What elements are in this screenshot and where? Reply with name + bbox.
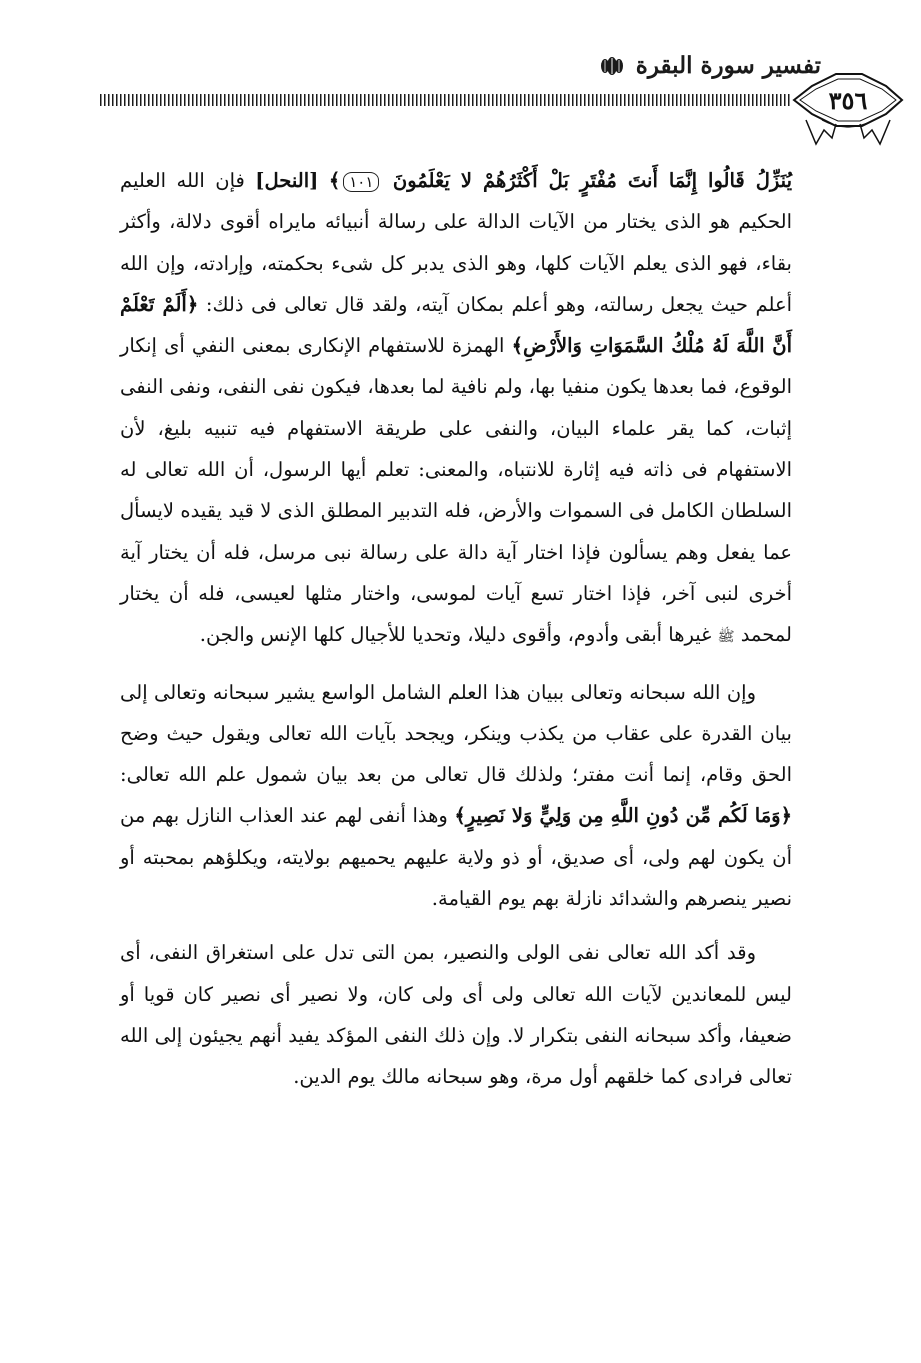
page-number: ٣٥٦ — [828, 86, 868, 115]
flower-ornament-icon — [598, 55, 626, 77]
sura-reference: [النحل] — [255, 169, 319, 192]
body-text — [120, 160, 792, 1098]
commentary-text: الهمزة للاستفهام الإنكارى بمعنى النفي أى إنكار الوقوع، فما بعدها يكون منفيا بها، ولم نافية لما بعدها، فيكون نفى النفى، ونفى النفى إثبات، كما يقر علماء البيان، والنفى على طريقة الاستفهام فيه تنبيه بليغ، لأن الاستفهام فى ذاته فيه إثارة للانتباه، والمعنى: تعلم أيها الرسول، أن الله تعالى له السلطان الكامل فى السموات والأرض، فله التدبير المطلق الذى لا قيد يقيده لايسأل عما يفعل وهم يسألون فإذا اختار آية دالة على رسالة نبى مرسل، فله أن يختار آية أخرى لنبى آخر، فإذا اختار تسع آيات لموسى، واختار مثلها لعيسى، فله أن يختار لمحمد — [120, 334, 792, 647]
ayah-number-marker: ١٠١ — [343, 172, 379, 192]
salutation-ligature: ﷺ — [717, 629, 735, 646]
paragraph-3 — [120, 932, 792, 1097]
commentary-text: وإن الله سبحانه وتعالى ببيان هذا العلم الشامل الواسع يشير سبحانه وتعالى إلى بيان القدرة على عقاب من يكذب وينكر، ويجحد بآيات الله تعالى ويقول حيث وضح الحق وقام، إنما أنت مفتر؛ ولذلك قال تعالى من بعد بيان شمول علم الله تعالى: — [120, 680, 792, 787]
verse-close-bracket: ﴾ — [328, 169, 341, 192]
running-head — [598, 52, 821, 79]
quran-verse-quote: ﴿وَمَا لَكُم مِّن دُونِ اللَّهِ مِن وَلِيٍّ وَلا نَصِيرٍ﴾ — [454, 804, 792, 828]
quran-verse-quote: ﴿أَلَمْ تَعْلَمْ أَنَّ اللَّهَ لَهُ مُلْكُ السَّمَوَاتِ وَالأَرْضِ﴾ — [120, 292, 793, 358]
running-title: تفسير سورة البقرة — [635, 52, 821, 79]
header-dotted-rule — [100, 94, 792, 106]
commentary-text: وقد أكد الله تعالى نفى الولى والنصير، بمن التى تدل على استغراق النفى، أى ليس للمعاندين لآيات الله تعالى ولى أى ولى كان، ولا نصير أى نصير كان قويا أو ضعيفا، وأكد سبحانه النفى بتكرار لا. وإن ذلك النفى المؤكد يفيد أنهم يجيئون إلى الله تعالى فرادى كما خلقهم أول مرة، وهو سبحانه مالك يوم الدين. — [120, 941, 792, 1089]
quran-verse-continuation: يُنَزِّلُ قَالُوا إِنَّمَا أَنتَ مُفْتَرٍ بَلْ أَكْثَرُهُمْ لا يَعْلَمُونَ — [392, 169, 792, 192]
commentary-text: غيرها أبقى وأدوم، وأقوى دليلا، وتحديا للأجيال كلها الإنس والجن. — [199, 623, 712, 647]
commentary-text: فإن الله العليم الحكيم هو الذى يختار من الآيات الدالة على رسالة أنبيائه مايراه أقوى دلالة، وأكثر بقاء، فهو الذى يعلم الآيات كلها، وهو الذى يدبر كل شىء بحكمته، وإرادته، وإن الله أعلم حيث يجعل رسالته، وهو أعلم بمكان آيته، ولقد قال تعالى فى ذلك: — [120, 169, 792, 316]
paragraph-2 — [120, 672, 792, 920]
commentary-text: وهذا أنفى لهم عند العذاب النازل بهم من أن يكون لهم ولى، أى صديق، أو ذو ولاية عليهم يحميهم بولايته، ويكلؤهم بمحبته أو نصير ينصرهم والشدائد نازلة بهم يوم القيامة. — [120, 804, 792, 911]
paragraph-1 — [120, 160, 792, 659]
